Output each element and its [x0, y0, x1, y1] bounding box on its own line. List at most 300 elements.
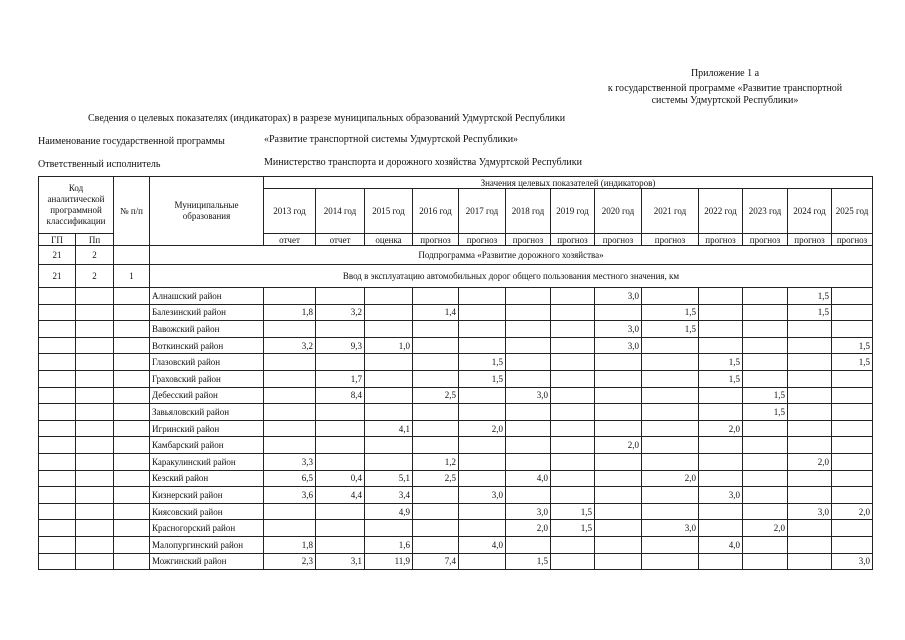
header-kind: прогноз — [413, 234, 459, 246]
value-cell: 3,3 — [264, 453, 316, 470]
value-cell — [788, 536, 832, 553]
empty-cell — [114, 288, 150, 305]
empty-cell — [76, 304, 114, 321]
empty-cell — [76, 354, 114, 371]
value-cell — [316, 503, 365, 520]
value-cell — [506, 370, 551, 387]
municipality-name: Граховский район — [150, 370, 264, 387]
value-cell: 3,1 — [316, 553, 365, 570]
empty-cell — [76, 337, 114, 354]
municipality-name: Завьяловский район — [150, 404, 264, 421]
value-cell: 3,0 — [506, 503, 551, 520]
empty-cell — [76, 553, 114, 570]
indicator-gp: 21 — [39, 265, 76, 288]
empty-cell — [114, 404, 150, 421]
value-cell — [459, 321, 506, 338]
value-cell — [365, 321, 413, 338]
value-cell — [459, 404, 506, 421]
value-cell — [743, 354, 788, 371]
value-cell — [413, 288, 459, 305]
subprogram-pp: 2 — [76, 246, 114, 265]
value-cell — [316, 536, 365, 553]
value-cell — [743, 337, 788, 354]
value-cell — [699, 337, 743, 354]
header-year: 2023 год — [743, 189, 788, 234]
value-cell — [699, 520, 743, 537]
value-cell — [788, 437, 832, 454]
value-cell — [413, 520, 459, 537]
header-year: 2018 год — [506, 189, 551, 234]
value-cell — [316, 321, 365, 338]
value-cell — [743, 553, 788, 570]
value-cell — [459, 337, 506, 354]
value-cell — [264, 321, 316, 338]
value-cell — [642, 553, 699, 570]
empty-cell — [114, 370, 150, 387]
header-kind: прогноз — [506, 234, 551, 246]
value-cell — [699, 437, 743, 454]
table-row — [39, 470, 873, 487]
value-cell: 1,6 — [365, 536, 413, 553]
value-cell — [743, 503, 788, 520]
indicators-table — [38, 176, 873, 570]
value-cell: 6,5 — [264, 470, 316, 487]
value-cell — [642, 503, 699, 520]
empty-cell — [76, 387, 114, 404]
empty-cell — [39, 536, 76, 553]
value-cell — [551, 337, 595, 354]
table-row — [39, 520, 873, 537]
header-code: Код аналитической программной классификации — [39, 177, 114, 234]
value-cell — [743, 370, 788, 387]
value-cell — [743, 420, 788, 437]
empty-cell — [76, 520, 114, 537]
table-row — [39, 453, 873, 470]
value-cell: 5,1 — [365, 470, 413, 487]
value-cell — [699, 553, 743, 570]
value-cell: 11,9 — [365, 553, 413, 570]
value-cell — [264, 354, 316, 371]
value-cell — [699, 453, 743, 470]
value-cell: 2,0 — [506, 520, 551, 537]
header-year: 2020 год — [595, 189, 642, 234]
value-cell — [642, 453, 699, 470]
value-cell — [459, 304, 506, 321]
value-cell — [316, 288, 365, 305]
value-cell — [788, 553, 832, 570]
empty-cell — [39, 520, 76, 537]
value-cell: 1,2 — [413, 453, 459, 470]
value-cell — [642, 536, 699, 553]
value-cell: 1,5 — [551, 520, 595, 537]
value-cell — [595, 520, 642, 537]
header-year: 2015 год — [365, 189, 413, 234]
header-year: 2014 год — [316, 189, 365, 234]
value-cell — [506, 404, 551, 421]
header-kind: отчет — [264, 234, 316, 246]
value-cell — [788, 370, 832, 387]
value-cell — [551, 387, 595, 404]
value-cell — [788, 470, 832, 487]
value-cell — [506, 337, 551, 354]
value-cell: 3,2 — [316, 304, 365, 321]
value-cell — [832, 470, 873, 487]
table-row — [39, 553, 873, 570]
value-cell: 0,4 — [316, 470, 365, 487]
value-cell — [788, 321, 832, 338]
value-cell: 1,5 — [699, 370, 743, 387]
table-row — [39, 536, 873, 553]
table-row — [39, 387, 873, 404]
executor-value: Министерство транспорта и дорожного хозяйства Удмуртской Республики — [264, 157, 582, 168]
value-cell — [365, 453, 413, 470]
indicator-num: 1 — [114, 265, 150, 288]
value-cell — [832, 520, 873, 537]
value-cell — [316, 437, 365, 454]
empty-cell — [39, 437, 76, 454]
value-cell: 2,0 — [832, 503, 873, 520]
value-cell: 2,0 — [595, 437, 642, 454]
executor-label: Ответственный исполнитель — [38, 159, 161, 170]
value-cell — [316, 420, 365, 437]
table-row — [39, 420, 873, 437]
header-kind: прогноз — [743, 234, 788, 246]
value-cell — [413, 503, 459, 520]
empty-cell — [114, 553, 150, 570]
value-cell: 4,1 — [365, 420, 413, 437]
value-cell — [365, 304, 413, 321]
header-year: 2013 год — [264, 189, 316, 234]
empty-cell — [39, 304, 76, 321]
value-cell: 3,0 — [788, 503, 832, 520]
value-cell: 3,2 — [264, 337, 316, 354]
value-cell — [506, 420, 551, 437]
empty-cell — [39, 503, 76, 520]
subprogram-title: Подпрограмма «Развитие дорожного хозяйства» — [150, 246, 873, 265]
indicator-row — [39, 265, 873, 288]
empty-cell — [114, 420, 150, 437]
value-cell: 1,5 — [788, 288, 832, 305]
value-cell: 1,5 — [506, 553, 551, 570]
value-cell: 1,5 — [642, 321, 699, 338]
header-kind: прогноз — [642, 234, 699, 246]
value-cell — [551, 437, 595, 454]
header-kind: отчет — [316, 234, 365, 246]
value-cell: 3,0 — [699, 487, 743, 504]
value-cell — [699, 404, 743, 421]
value-cell — [551, 354, 595, 371]
table-row — [39, 288, 873, 305]
value-cell — [365, 288, 413, 305]
municipality-name: Глазовский район — [150, 354, 264, 371]
value-cell — [743, 437, 788, 454]
value-cell — [595, 387, 642, 404]
empty-cell — [76, 420, 114, 437]
table-row — [39, 304, 873, 321]
value-cell — [595, 420, 642, 437]
empty-cell — [114, 487, 150, 504]
value-cell — [551, 553, 595, 570]
empty-cell — [39, 404, 76, 421]
value-cell — [264, 503, 316, 520]
value-cell — [642, 387, 699, 404]
program-value: «Развитие транспортной системы Удмуртской Республики» — [264, 134, 519, 145]
value-cell — [413, 487, 459, 504]
appendix-line-3: системы Удмуртской Республики» — [651, 95, 799, 106]
value-cell — [459, 387, 506, 404]
value-cell: 4,9 — [365, 503, 413, 520]
indicator-title: Ввод в эксплуатацию автомобильных дорог общего пользования местного значения, км — [150, 265, 873, 288]
value-cell — [413, 404, 459, 421]
value-cell — [743, 321, 788, 338]
value-cell — [365, 387, 413, 404]
value-cell — [506, 536, 551, 553]
value-cell: 8,4 — [316, 387, 365, 404]
header-year: 2021 год — [642, 189, 699, 234]
header-year: 2025 год — [832, 189, 873, 234]
municipality-name: Воткинский район — [150, 337, 264, 354]
value-cell: 1,5 — [832, 354, 873, 371]
empty-cell — [114, 337, 150, 354]
appendix-line-1: Приложение 1 а — [690, 68, 760, 79]
table-row — [39, 503, 873, 520]
empty-cell — [39, 487, 76, 504]
header-kind: прогноз — [788, 234, 832, 246]
value-cell — [264, 437, 316, 454]
municipality-name: Вавожский район — [150, 321, 264, 338]
table-row — [39, 337, 873, 354]
value-cell — [788, 337, 832, 354]
value-cell — [743, 536, 788, 553]
header-kind: прогноз — [551, 234, 595, 246]
program-label: Наименование государственной программы — [38, 136, 225, 147]
value-cell: 4,0 — [506, 470, 551, 487]
value-cell — [832, 370, 873, 387]
value-cell — [551, 321, 595, 338]
value-cell — [264, 520, 316, 537]
value-cell: 2,5 — [413, 470, 459, 487]
value-cell — [413, 321, 459, 338]
table-row — [39, 404, 873, 421]
value-cell — [506, 453, 551, 470]
value-cell — [699, 288, 743, 305]
value-cell: 4,4 — [316, 487, 365, 504]
value-cell — [316, 404, 365, 421]
municipality-name: Балезинский район — [150, 304, 264, 321]
municipality-name: Дебесский район — [150, 387, 264, 404]
header-year: 2016 год — [413, 189, 459, 234]
empty-cell — [39, 420, 76, 437]
value-cell — [788, 487, 832, 504]
value-cell — [743, 453, 788, 470]
header-num: № п/п — [114, 177, 150, 246]
value-cell — [743, 304, 788, 321]
value-cell — [788, 387, 832, 404]
value-cell — [459, 470, 506, 487]
value-cell: 1,5 — [832, 337, 873, 354]
value-cell — [642, 487, 699, 504]
value-cell: 3,0 — [595, 321, 642, 338]
empty-cell — [39, 288, 76, 305]
value-cell — [595, 304, 642, 321]
header-kind: оценка — [365, 234, 413, 246]
value-cell — [788, 354, 832, 371]
value-cell — [413, 370, 459, 387]
value-cell — [832, 321, 873, 338]
value-cell — [832, 437, 873, 454]
value-cell — [459, 503, 506, 520]
value-cell — [264, 387, 316, 404]
empty-cell — [114, 503, 150, 520]
value-cell: 2,0 — [642, 470, 699, 487]
value-cell: 4,0 — [459, 536, 506, 553]
empty-cell — [76, 321, 114, 338]
value-cell — [413, 337, 459, 354]
value-cell: 1,5 — [551, 503, 595, 520]
value-cell — [832, 387, 873, 404]
value-cell — [595, 503, 642, 520]
value-cell: 2,0 — [743, 520, 788, 537]
header-year: 2017 год — [459, 189, 506, 234]
empty-cell — [39, 470, 76, 487]
empty-cell — [39, 370, 76, 387]
value-cell: 1,5 — [459, 370, 506, 387]
value-cell — [506, 321, 551, 338]
value-cell: 3,0 — [459, 487, 506, 504]
value-cell — [788, 404, 832, 421]
subprogram-num-cell — [114, 246, 150, 265]
value-cell — [506, 304, 551, 321]
table-row — [39, 370, 873, 387]
subprogram-row — [39, 246, 873, 265]
value-cell: 1,8 — [264, 304, 316, 321]
table-row — [39, 487, 873, 504]
value-cell — [413, 354, 459, 371]
value-cell: 1,5 — [642, 304, 699, 321]
municipality-name: Красногорский район — [150, 520, 264, 537]
header-kind: прогноз — [832, 234, 873, 246]
value-cell — [595, 370, 642, 387]
empty-cell — [114, 387, 150, 404]
empty-cell — [39, 387, 76, 404]
empty-cell — [76, 288, 114, 305]
empty-cell — [76, 404, 114, 421]
value-cell — [743, 288, 788, 305]
header-kind: прогноз — [699, 234, 743, 246]
empty-cell — [114, 536, 150, 553]
value-cell — [832, 487, 873, 504]
header-municipality: Муниципальные образования — [150, 177, 264, 246]
value-cell — [832, 453, 873, 470]
value-cell — [832, 420, 873, 437]
header-values: Значения целевых показателей (индикаторов) — [264, 177, 873, 189]
indicator-pp: 2 — [76, 265, 114, 288]
value-cell: 3,0 — [832, 553, 873, 570]
empty-cell — [76, 503, 114, 520]
value-cell — [413, 437, 459, 454]
header-kind: прогноз — [595, 234, 642, 246]
value-cell — [551, 404, 595, 421]
value-cell: 3,0 — [595, 288, 642, 305]
value-cell: 3,0 — [595, 337, 642, 354]
value-cell: 1,8 — [264, 536, 316, 553]
empty-cell — [114, 304, 150, 321]
empty-cell — [114, 321, 150, 338]
subprogram-gp: 21 — [39, 246, 76, 265]
value-cell — [551, 288, 595, 305]
header-pp: Пп — [76, 234, 114, 246]
value-cell — [595, 354, 642, 371]
value-cell — [788, 420, 832, 437]
value-cell — [459, 520, 506, 537]
value-cell — [595, 536, 642, 553]
value-cell — [551, 470, 595, 487]
empty-cell — [76, 470, 114, 487]
value-cell — [365, 404, 413, 421]
value-cell: 4,0 — [699, 536, 743, 553]
value-cell: 1,5 — [459, 354, 506, 371]
value-cell: 3,4 — [365, 487, 413, 504]
value-cell: 9,3 — [316, 337, 365, 354]
header-gp: ГП — [39, 234, 76, 246]
municipality-name: Можгинский район — [150, 553, 264, 570]
appendix-line-2: к государственной программе «Развитие транспортной — [607, 83, 843, 94]
value-cell — [743, 487, 788, 504]
value-cell — [506, 354, 551, 371]
value-cell: 3,6 — [264, 487, 316, 504]
value-cell — [365, 370, 413, 387]
municipality-name: Каракулинский район — [150, 453, 264, 470]
municipality-name: Алнашский район — [150, 288, 264, 305]
value-cell — [506, 288, 551, 305]
value-cell — [264, 404, 316, 421]
value-cell — [699, 470, 743, 487]
header-year: 2019 год — [551, 189, 595, 234]
empty-cell — [114, 354, 150, 371]
value-cell — [264, 370, 316, 387]
empty-cell — [114, 437, 150, 454]
value-cell — [699, 503, 743, 520]
value-cell — [642, 370, 699, 387]
value-cell — [642, 404, 699, 421]
document-title: Сведения о целевых показателях (индикаторах) в разрезе муниципальных образований Удмуртской Республики — [88, 113, 566, 124]
value-cell: 2,0 — [459, 420, 506, 437]
value-cell: 3,0 — [642, 520, 699, 537]
empty-cell — [39, 553, 76, 570]
value-cell — [413, 420, 459, 437]
value-cell: 1,5 — [699, 354, 743, 371]
value-cell — [264, 288, 316, 305]
value-cell — [642, 354, 699, 371]
table-row — [39, 354, 873, 371]
municipality-name: Малопургинский район — [150, 536, 264, 553]
value-cell: 2,5 — [413, 387, 459, 404]
value-cell — [365, 520, 413, 537]
empty-cell — [76, 453, 114, 470]
empty-cell — [39, 453, 76, 470]
empty-cell — [39, 354, 76, 371]
empty-cell — [114, 453, 150, 470]
value-cell: 1,4 — [413, 304, 459, 321]
value-cell — [459, 453, 506, 470]
value-cell — [642, 420, 699, 437]
value-cell — [365, 354, 413, 371]
value-cell — [832, 304, 873, 321]
value-cell: 1,0 — [365, 337, 413, 354]
value-cell — [551, 453, 595, 470]
header-year: 2024 год — [788, 189, 832, 234]
empty-cell — [114, 520, 150, 537]
